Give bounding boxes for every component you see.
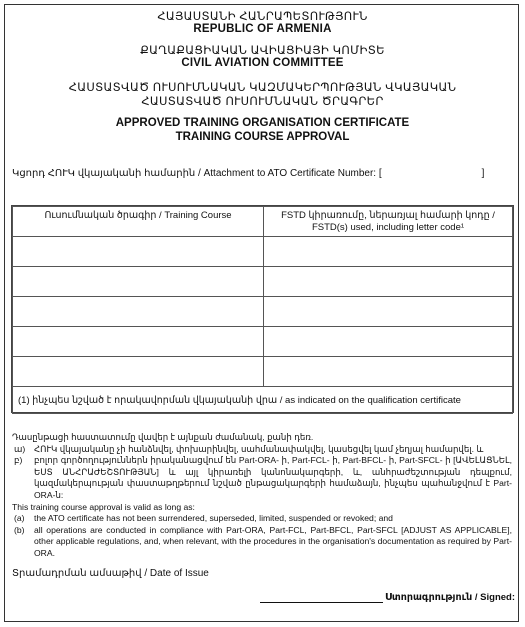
republic-title-arm: ՀԱՅԱՍՏԱՆԻ ՀԱՆՐԱՊԵՏՈՒԹՅՈՒՆ [157, 11, 368, 23]
training-course-cell[interactable] [13, 237, 264, 267]
table-footnote-row [13, 387, 513, 414]
arm-b-text: բոլոր գործողություններն իրականացվում են Part-ORA- ի, Part-FCL- ի, Part-BFCL- ի, Part-SFCL- ի [ԱՎԵԼԱՑՆԵԼ, ԵՍՏ ԱՆՀՐԱԺԵՇՏՈՒԹՅԱՆ] և այլ կիրառելի կանոնակարգերի, և, անհրաժեշտության դեպքում, կազմակերպության փաստաթղթերում նշված ընթացակարգերի համաձայն, ինչպես պահանջվում է Part-ORA-ն: [34, 455, 512, 500]
training-course-table [11, 205, 514, 413]
eng-a-marker: (a) [14, 513, 25, 524]
eng-a-text: the ATO certificate has not been surrendered, superseded, limited, suspended or revoked; and [34, 513, 393, 524]
fstd-cell[interactable] [264, 237, 513, 267]
list-item [12, 455, 512, 501]
list-item [12, 513, 512, 525]
fstd-cell[interactable] [264, 327, 513, 357]
fstd-header [264, 207, 513, 237]
course-title-eng: TRAINING COURSE APPROVAL [175, 131, 350, 143]
signature-line[interactable] [260, 596, 383, 603]
signature-block [260, 592, 515, 603]
list-item [12, 444, 512, 456]
table-row [13, 267, 513, 297]
eng-b-text: all operations are conducted in compliance with Part-ORA, Part-FCL, Part-BFCL, Part-SFCL [ADJUST AS APPLICABLE], other applicable regulations, and, when relevant, with the procedures in the organisation's documentation as required by Part-ORA. [34, 524, 512, 558]
fstd-cell[interactable] [264, 297, 513, 327]
training-course-header: Ուսումնական ծրագիր / Training Course [13, 207, 264, 237]
list-item [12, 525, 512, 560]
certificate-title-arm: ՀԱՍՏԱՏՎԱԾ ՈՒՍՈՒՄՆԱԿԱՆ ԿԱԶՄԱԿԵՐՊՈՒԹՅԱՆ ՎԿԱՅԱԿԱՆ [68, 82, 457, 94]
fstd-cell[interactable] [264, 267, 513, 297]
fstd-header-line2: FSTD(s) used, including letter code¹ [311, 222, 465, 233]
table-header-row [13, 207, 513, 237]
table-footnote: (1) ինչպես նշված է որակավորման վկայականի վրա / as indicated on the qualification certificate [13, 387, 513, 414]
fstd-cell[interactable] [264, 357, 513, 387]
table-row [13, 297, 513, 327]
arm-b-marker: բ) [14, 455, 23, 466]
certificate-title-eng: APPROVED TRAINING ORGANISATION CERTIFICATE [115, 117, 410, 129]
attachment-label: Կցորդ ՀՈՒԿ վկայականի համարին / Attachment to ATO Certificate Number: [12, 168, 377, 179]
committee-title-arm: ՔԱՂԱՔԱՑԻԱԿԱՆ ԱՎԻԱՑԻԱՅԻ ԿՈՄԻՏԵ [140, 45, 385, 57]
arm-a-text: ՀՈՒԿ վկայականը չի հանձնվել, փոխարինվել, սահմանափակվել, կասեցվել կամ չեղյալ համարվել. և [34, 443, 484, 454]
date-of-issue-label: Տրամադրման ամսաթիվ / Date of Issue [12, 568, 209, 579]
attachment-line [12, 168, 484, 179]
validity-conditions [12, 432, 512, 560]
republic-title-eng: REPUBLIC OF ARMENIA [193, 23, 332, 35]
training-course-cell[interactable] [13, 357, 264, 387]
eng-intro: This training course approval is valid as long as: [12, 501, 195, 512]
table-row [13, 357, 513, 387]
training-course-cell[interactable] [13, 267, 264, 297]
arm-a-marker: ա) [14, 443, 26, 454]
signed-label: Ստորագրություն / Signed: [384, 592, 515, 603]
attachment-close-bracket: ] [481, 168, 485, 179]
attachment-open-bracket: [ [378, 168, 382, 179]
committee-title-eng: CIVIL AVIATION COMMITTEE [181, 57, 344, 69]
eng-b-marker: (b) [14, 524, 25, 535]
table-row [13, 237, 513, 267]
arm-intro: Դասընթացի հաստատումը վավեր է այնքան ժամանակ, քանի դեռ. [12, 432, 314, 442]
training-course-cell[interactable] [13, 327, 264, 357]
table-row [13, 327, 513, 357]
training-course-cell[interactable] [13, 297, 264, 327]
course-title-arm: ՀԱՍՏԱՏՎԱԾ ՈՒՍՈՒՄՆԱԿԱՆ ԾՐԱԳՐԵՐ [141, 96, 384, 108]
fstd-header-line1: FSTD կիրառումը, ներառյալ համարի կոդը / [281, 210, 495, 221]
